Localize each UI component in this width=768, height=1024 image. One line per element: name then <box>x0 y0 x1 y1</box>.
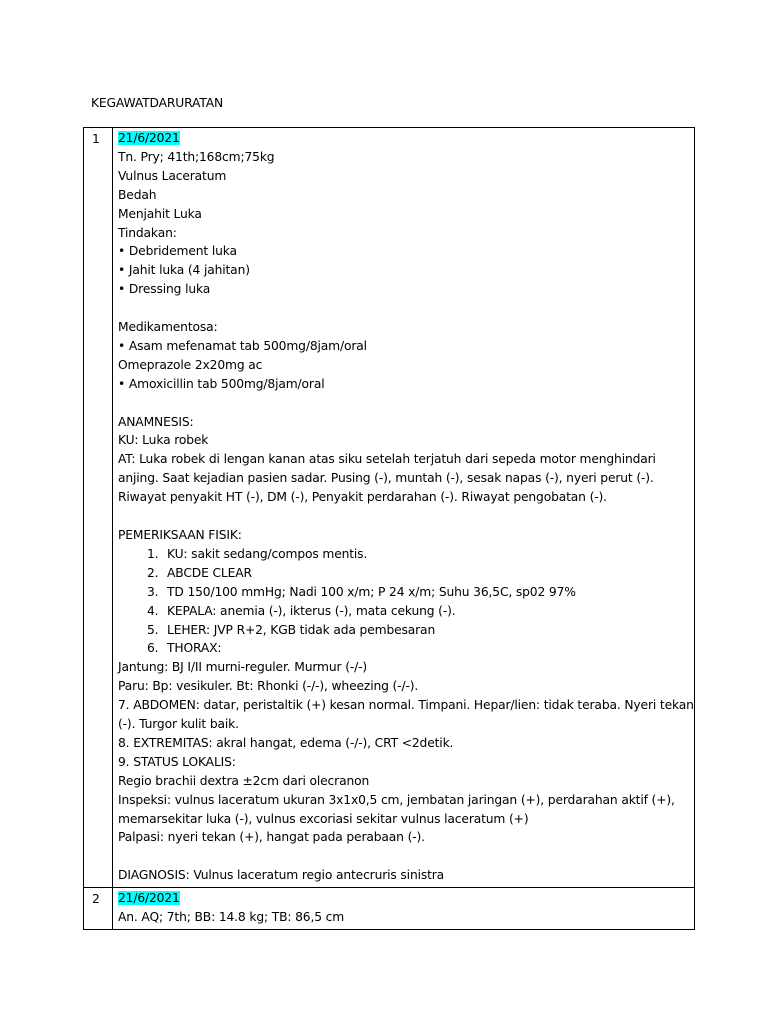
abdomen-finding: 7. ABDOMEN: datar, peristaltik (+) kesan normal. Timpani. Hepar/lien: tidak teraba. Nyeri tekan (-). Turgor kulit baik. <box>118 698 694 732</box>
anamnesis-text: AT: Luka robek di lengan kanan atas siku setelah terjatuh dari sepeda motor menghindari anjing. Saat kejadian pasien sadar. Pusing (-), muntah (-), sesak napas (-), nyeri perut (-). Riwayat penyakit HT (-), DM (-), Penyakit perdarahan (-). Riwayat pengobatan (-). <box>118 452 656 505</box>
list-item: 2. ABCDE CLEAR <box>147 565 252 580</box>
list-item: 5. LEHER: JVP R+2, KGB tidak ada pembesaran <box>147 622 436 637</box>
department: Bedah <box>118 187 157 202</box>
list-item: 1. KU: sakit sedang/compos mentis. <box>147 546 368 561</box>
document-title: KEGAWATDARURATAN <box>91 96 224 110</box>
case-diagnosis: Vulnus Laceratum <box>118 168 227 183</box>
final-diagnosis: DIAGNOSIS: Vulnus laceratum regio antecruris sinistra <box>118 868 445 883</box>
entry-number: 1 <box>84 128 113 888</box>
tindakan-label: Tindakan: <box>118 225 177 240</box>
list-item: 3. TD 150/100 mmHg; Nadi 100 x/m; P 24 x/m; Suhu 36,5C, sp02 97% <box>147 584 576 599</box>
table-row <box>84 888 695 930</box>
entry-content <box>113 128 695 888</box>
list-item: • Asam mefenamat tab 500mg/8jam/oral <box>118 338 367 353</box>
jantung-finding: Jantung: BJ I/II murni-reguler. Murmur (-/-) <box>118 660 368 675</box>
list-item: 6. THORAX: <box>147 641 222 656</box>
case-log-table <box>83 127 695 930</box>
entry-date: 21/6/2021 <box>118 891 180 906</box>
spacer <box>118 507 694 526</box>
list-item: Omeprazole 2x20mg ac <box>118 357 263 372</box>
paru-finding: Paru: Bp: vesikuler. Bt: Rhonki (-/-), wheezing (-/-). <box>118 679 419 694</box>
spacer <box>118 394 694 413</box>
patient-info: An. AQ; 7th; BB: 14.8 kg; TB: 86,5 cm <box>118 910 345 925</box>
list-item: • Amoxicillin tab 500mg/8jam/oral <box>118 376 325 391</box>
palpasi-finding: Palpasi: nyeri tekan (+), hangat pada perabaan (-). <box>118 830 425 845</box>
inspeksi-finding: Inspeksi: vulnus laceratum ukuran 3x1x0,5 cm, jembatan jaringan (+), perdarahan aktif (+), memarsekitar luka (-), vulnus excoriasi sekitar vulnus laceratum (+) <box>118 792 675 826</box>
table-row <box>84 128 695 888</box>
status-lokalis-label: 9. STATUS LOKALIS: <box>118 754 236 769</box>
list-item: 4. KEPALA: anemia (-), ikterus (-), mata cekung (-). <box>147 603 456 618</box>
medikamentosa-label: Medikamentosa: <box>118 320 218 335</box>
entry-content <box>113 888 695 930</box>
procedure: Menjahit Luka <box>118 206 202 221</box>
anamnesis-label: ANAMNESIS: <box>118 414 194 429</box>
spacer <box>118 847 694 866</box>
list-item: • Dressing luka <box>118 282 211 297</box>
list-item: • Debridement luka <box>118 244 237 259</box>
extremitas-finding: 8. EXTREMITAS: akral hangat, edema (-/-), CRT <2detik. <box>118 735 454 750</box>
spacer <box>118 299 694 318</box>
regio-finding: Regio brachii dextra ±2cm dari olecranon <box>118 773 370 788</box>
list-item: • Jahit luka (4 jahitan) <box>118 263 250 278</box>
keluhan-utama: KU: Luka robek <box>118 433 209 448</box>
entry-number: 2 <box>84 888 113 930</box>
pemeriksaan-label: PEMERIKSAAN FISIK: <box>118 527 242 542</box>
entry-date: 21/6/2021 <box>118 131 180 145</box>
patient-info: Tn. Pry; 41th;168cm;75kg <box>118 149 275 164</box>
